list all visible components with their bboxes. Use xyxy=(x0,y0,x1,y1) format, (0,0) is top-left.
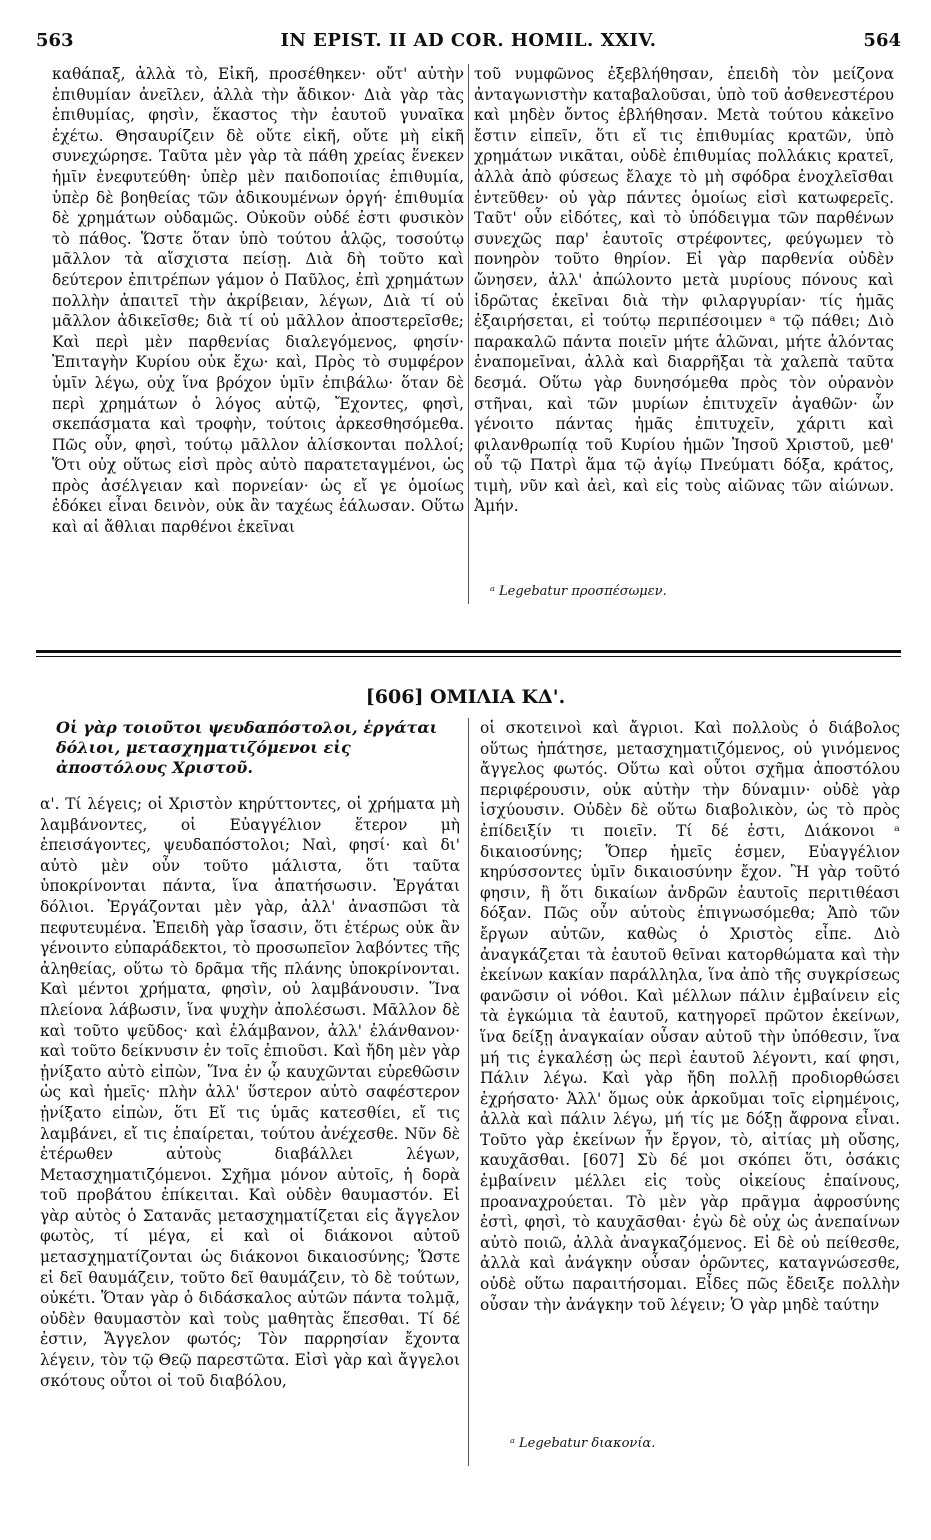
section-rule-thin xyxy=(36,656,901,657)
bottom-right-column xyxy=(480,718,900,1434)
scripture-lemma: Οἱ γὰρ τοιοῦτοι ψευδαπόστολοι, ἐργάται δόλιοι, μετασχηματιζόμενοι εἰς ἀποστόλους Χριστοῦ. xyxy=(56,718,438,777)
left-page-number: 563 xyxy=(36,30,74,51)
top-left-column xyxy=(52,64,464,604)
bottom-left-paragraph: α'. Τί λέγεις; οἱ Χριστὸν κηρύττοντες, οἱ χρήματα μὴ λαμβάνοντες, οἱ Εὐαγγέλιον ἕτερον μὴ ἐπεισάγοντες, ψευδαπόστολοι; Ναὶ, φησί· καὶ δι' αὐτὸ μὲν οὖν τοῦτο μάλιστα, ὅτι ταῦτα ὑποκρίνονται πάντα, ἵνα ἀπατήσωσιν. Ἐργάται δόλιοι. Ἐργάζονται μὲν γὰρ, ἀλλ' ἀνασπῶσι τὰ πεφυτευμένα. Ἐπειδὴ γὰρ ἴσασιν, ὅτι ἑτέρως οὐκ ἂν γένοιντο εὐπαράδεκτοι, τὸ προσωπεῖον λαβόντες τῆς ἀληθείας, οὕτω τὸ δρᾶμα τῆς πλάνης ὑποκρίνονται. Καὶ μέντοι χρήματα, φησὶν, οὐ λαμβάνουσιν. Ἵνα πλείονα λάβωσιν, ἵνα ψυχὴν ἀπολέσωσι. Μᾶλλον δὲ καὶ τοῦτο ψεῦδος· καὶ ἐλάμβανον, ἀλλ' ἐλάνθανον· καὶ τοῦτο δείκνυσιν ἐν τοῖς ἐπιοῦσι. Καὶ ἤδη μὲν γὰρ ᾐνίξατο αὐτὸ εἰπὼν, Ἵνα ἐν ᾧ καυχῶνται εὑρεθῶσιν ὡς καὶ ἡμεῖς· πλὴν ἀλλ' ὕστερον αὐτὸ σαφέστερον ᾐνίξατο εἰπὼν, ὅτι Εἴ τις ὑμᾶς κατεσθίει, εἴ τις λαμβάνει, εἴ τις ἐπαίρεται, τούτου ἀνέχεσθε. Νῦν δὲ ἑτέρωθεν αὐτοὺς διαβάλλει λέγων, Μετασχηματιζόμενοι. Σχῆμα μόνον αὐτοῖς, ἡ δορὰ τοῦ προβάτου ἐπίκειται. Καὶ οὐδὲν θαυμαστόν. Εἰ γὰρ αὐτὸς ὁ Σατανᾶς μετασχηματίζεται εἰς ἄγγελον φωτὸς, τί μέγα, εἰ καὶ οἱ διάκονοι αὐτοῦ μετασχηματίζονται ὡς διάκονοι δικαιοσύνης; Ὥστε εἰ δεῖ θαυμάζειν, τοῦτο δεῖ θαυμάζειν, τὸ δὲ τούτων, οὐκέτι. Ὅταν γὰρ ὁ διδάσκαλος αὐτῶν πάντα τολμᾷ, οὐδὲν θαυμαστὸν καὶ τοὺς μαθητὰς ἕπεσθαι. Τί δέ ἐστιν, Ἄγγελον φωτός; Τὸν παρρησίαν ἔχοντα λέγειν, τὸν τῷ Θεῷ παρεστῶτα. Εἰσὶ γὰρ καὶ ἄγγελοι σκότους οὗτοι οἱ τοῦ διαβόλου, xyxy=(40,795,460,1390)
top-left-paragraph: καθάπαξ, ἀλλὰ τὸ, Εἰκῆ, προσέθηκεν· οὔτ' αὐτὴν ἐπιθυμίαν ἀνεῖλεν, ἀλλὰ τὴν ἄδικον· Διὰ γὰρ τὰς ἐπιθυμίας, φησὶν, ἕκαστος τὴν ἑαυτοῦ γυναῖκα ἐχέτω. Θησαυρίζειν δὲ οὔτε εἰκῆ, οὔτε μὴ εἰκῆ συνεχώρησε. Ταῦτα μὲν γὰρ τὰ πάθη χρείας ἕνεκεν ἡμῖν ἐνεφυτεύθη· ὑπὲρ μὲν παιδοποιίας ἐπιθυμία, ὑπὲρ δὲ βοηθείας τῶν ἀδικουμένων ὀργή· ἐπιθυμία δὲ χρημάτων οὐδαμῶς. Οὐκοῦν οὐδέ ἐστι φυσικὸν τὸ πάθος. Ὥστε ὅταν ὑπὸ τούτου ἁλῷς, τοσούτῳ μᾶλλον τὰ αἴσχιστα πείσῃ. Διὰ δὴ τοῦτο καὶ δεύτερον ἐπιτρέπων γάμον ὁ Παῦλος, ἐπὶ χρημάτων πολλὴν ἀπαιτεῖ τὴν ἀκρίβειαν, λέγων, Διὰ τί οὐ μᾶλλον ἀδικεῖσθε; διὰ τί οὐ μᾶλλον ἀποστερεῖσθε; Καὶ περὶ μὲν παρθενίας διαλεγόμενος, φησίν· Ἐπιταγὴν Κυρίου οὐκ ἔχω· καὶ, Πρὸς τὸ συμφέρον ὑμῖν λέγω, οὐχ ἵνα βρόχον ὑμῖν ἐπιβάλω· ὅταν δὲ περὶ χρημάτων ὁ λόγος αὐτῷ, Ἔχοντες, φησὶ, σκεπάσματα καὶ τροφὴν, τούτοις ἀρκεσθησόμεθα. Πῶς οὖν, φησὶ, τούτῳ μᾶλλον ἁλίσκονται πολλοί; Ὅτι οὐχ οὕτως εἰσὶ πρὸς αὐτὸ παρατεταγμένοι, ὡς πρὸς ἀσέλγειαν καὶ πορνείαν· ὡς εἴ γε ὁμοίως ἐδόκει εἶναι δεινὸν, οὐκ ἂν ταχέως ἑάλωσαν. Οὕτω καὶ αἱ ἄθλιαι παρθένοι ἐκεῖναι xyxy=(52,65,464,537)
right-page-number: 564 xyxy=(863,30,901,51)
section-rule-thick xyxy=(36,650,901,653)
column-divider-bottom xyxy=(468,718,469,1466)
bottom-left-column xyxy=(40,794,460,1474)
top-right-paragraph: τοῦ νυμφῶνος ἐξεβλήθησαν, ἐπειδὴ τὸν μείζονα ἀνταγωνιστὴν καταβαλοῦσαι, ὑπὸ τοῦ ἀσθενεστέρου καὶ μηδὲν ὄντος ἐβλήθησαν. Μετὰ τούτου κἀκεῖνο ἔστιν εἰπεῖν, ὅτι εἴ τις ἐπιθυμίας κρατῶν, ὑπὸ χρημάτων νικᾶται, οὐδὲ ἐπιθυμίας πολλάκις κρατεῖ, ἀλλὰ ἀπὸ φύσεως ἔλαχε τὸ μὴ σφόδρα ἐνοχλεῖσθαι ἐντεῦθεν· οὐ γὰρ πάντες ὁμοίως εἰσὶ κατωφερεῖς. Ταῦτ' οὖν εἰδότες, καὶ τὸ ὑπόδειγμα τῶν παρθένων συνεχῶς παρ' ἑαυτοῖς στρέφοντες, φεύγωμεν τὸ πονηρὸν τοῦτο θηρίον. Εἰ γὰρ παρθενία οὐδὲν ὤνησεν, ἀλλ' ἀπώλοντο μετὰ μυρίους πόνους καὶ ἱδρῶτας ἐκεῖναι διὰ τὴν φιλαργυρίαν· τίς ἡμᾶς ἐξαιρήσεται, εἰ τούτῳ περιπέσοιμεν ᵃ τῷ πάθει; Διὸ παρακαλῶ πάντα ποιεῖν μήτε ἁλῶναι, μήτε ἁλόντας ἐναπομεῖναι, ἀλλὰ καὶ διαρρῆξαι τὰ χαλεπὰ ταῦτα δεσμά. Οὕτω γὰρ δυνησόμεθα πρὸς τὸν οὐρανὸν στῆναι, καὶ τῶν μυρίων ἐπιτυχεῖν ἀγαθῶν· ὧν γένοιτο πάντας ἡμᾶς ἐπιτυχεῖν, χάριτι καὶ φιλανθρωπίᾳ τοῦ Κυρίου ἡμῶν Ἰησοῦ Χριστοῦ, μεθ' οὗ τῷ Πατρὶ ἅμα τῷ ἁγίῳ Πνεύματι δόξα, κράτος, τιμὴ, νῦν καὶ ἀεὶ, καὶ εἰς τοὺς αἰῶνας τῶν αἰώνων. Ἀμήν. xyxy=(474,65,894,516)
running-title: IN EPIST. II AD COR. HOMIL. XXIV. xyxy=(280,30,657,51)
column-divider-top xyxy=(468,64,469,604)
footnote-bottom: ᵃ Legebatur διακονία. xyxy=(510,1436,656,1451)
running-header xyxy=(36,30,901,60)
footnote-top: ᵃ Legebatur προσπέσωμεν. xyxy=(490,584,667,599)
top-right-column xyxy=(474,64,894,604)
bottom-right-paragraph: οἱ σκοτεινοὶ καὶ ἄγριοι. Καὶ πολλοὺς ὁ διάβολος οὕτως ἠπάτησε, μετασχηματιζόμενος, οὐ γινόμενος ἄγγελος φωτός. Οὕτω καὶ οὗτοι σχῆμα ἀποστόλου περιφέρουσιν, οὐκ αὐτὴν τὴν δύναμιν· οὐδὲ γὰρ ἰσχύουσιν. Οὐδὲν δὲ οὕτω διαβολικὸν, ὡς τὸ πρὸς ἐπίδειξίν τι ποιεῖν. Τί δέ ἐστι, Διάκονοι ᵃ δικαιοσύνης; Ὅπερ ἡμεῖς ἐσμεν, Εὐαγγέλιον κηρύσσοντες ὑμῖν δικαιοσύνην ἔχον. Ἢ γὰρ τοῦτό φησιν, ἢ ὅτι δικαίων ἀνδρῶν ἑαυτοῖς περιτιθέασι δόξαν. Πῶς οὖν αὐτοὺς ἐπιγνωσόμεθα; Ἀπὸ τῶν ἔργων αὐτῶν, καθὼς ὁ Χριστὸς εἶπε. Διὸ ἀναγκάζεται τὰ ἑαυτοῦ θεῖναι κατορθώματα καὶ τὴν ἐκείνων κακίαν παράλληλα, ἵνα ἀπὸ τῆς συγκρίσεως φανῶσιν οἱ νόθοι. Καὶ μέλλων πάλιν ἐμβαίνειν εἰς τὰ ἐγκώμια τὰ ἑαυτοῦ, κατηγορεῖ πρῶτον ἐκείνων, ἵνα δείξῃ ἀναγκαίαν οὖσαν αὐτοῦ τὴν ὑπόθεσιν, ἵνα μή τις ἐγκαλέσῃ ὡς περὶ ἑαυτοῦ λέγοντι, καί φησι, Πάλιν λέγω. Καὶ γὰρ ἤδη πολλῇ προδιορθώσει ἐχρήσατο· Ἀλλ' ὅμως οὐκ ἀρκοῦμαι τοῖς εἰρημένοις, ἀλλὰ καὶ πάλιν λέγω, μή τίς με δόξῃ ἄφρονα εἶναι. Τοῦτο γὰρ ἐκείνων ἦν ἔργον, τὸ, αἰτίας μὴ οὔσης, καυχᾶσθαι. [607] Σὺ δέ μοι σκόπει ὅτι, ὁσάκις ἐμβαίνειν μέλλει εἰς τοὺς οἰκείους ἐπαίνους, προαναχρούεται. Τὸ μὲν γὰρ πρᾶγμα ἀφροσύνης ἐστὶ, φησὶ, τὸ καυχᾶσθαι· ἐγὼ δὲ οὐχ ὡς ἀνεπαίνων αὐτὸ ποιῶ, ἀλλὰ ἀναγκαζόμενος. Εἰ δὲ οὐ πείθεσθε, ἀλλὰ καὶ ἀνάγκην οὖσαν ὁρῶντες, καταγνώσεσθε, οὐδὲ οὕτω παραιτήσομαι. Εἶδες πῶς ἔδειξε πολλὴν οὖσαν τὴν ἀνάγκην τοῦ λέγειν; Ὁ γὰρ μηδὲ ταύτην xyxy=(480,719,900,1314)
homily-title: [606] ΟΜΙΛΙΑ ΚΔ'. xyxy=(365,686,566,708)
